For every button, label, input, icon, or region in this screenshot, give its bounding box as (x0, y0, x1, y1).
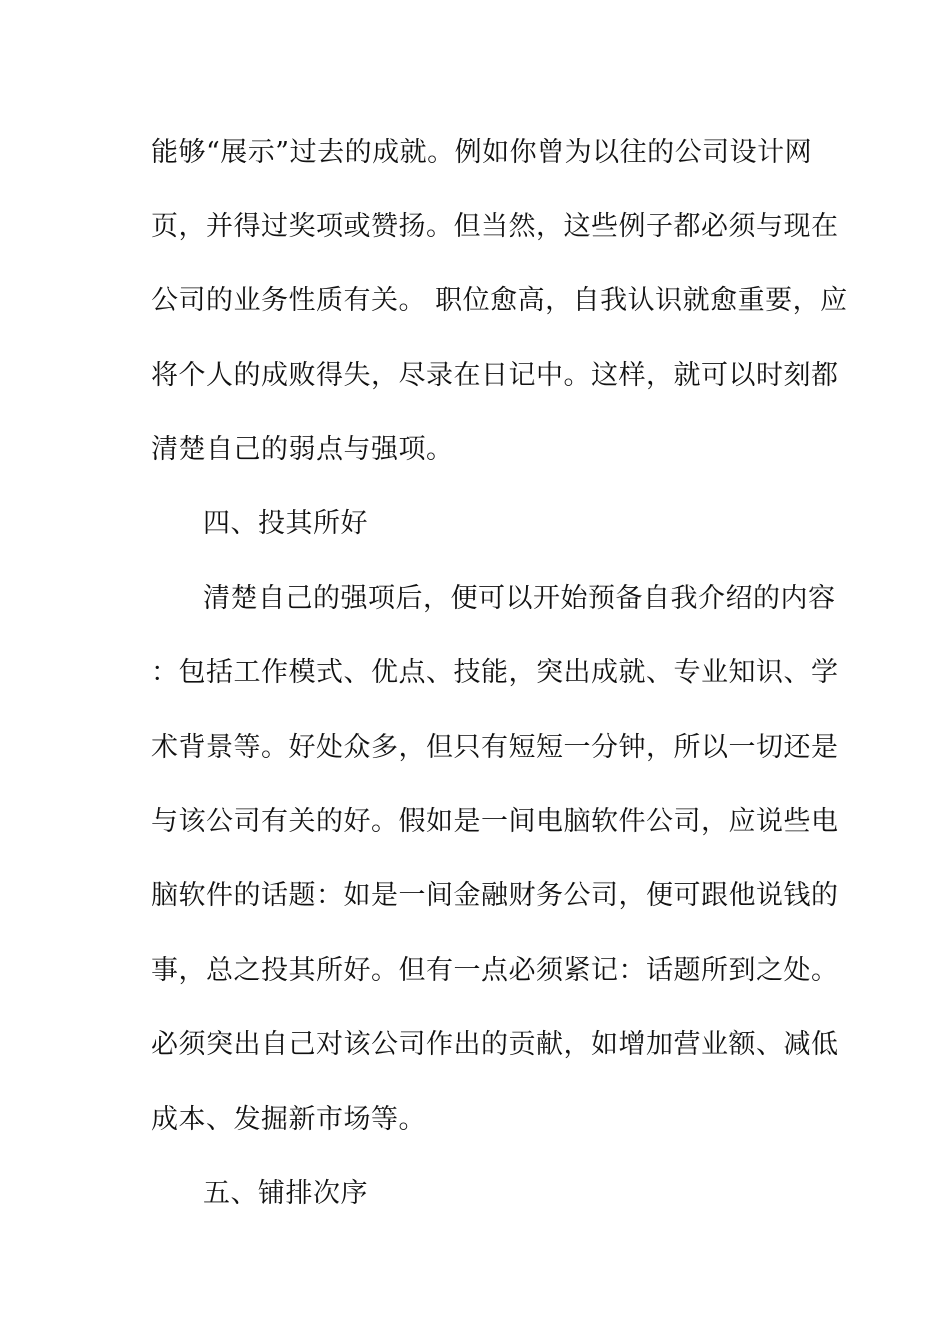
paragraph-line-10: 脑软件的话题：如是一间金融财务公司，便可跟他说钱的 (151, 880, 839, 911)
paragraph-line-3: 公司的业务性质有关。 职位愈高，自我认识就愈重要，应 (151, 285, 848, 316)
paragraph-line-7: ：包括工作模式、优点、技能，突出成就、专业知识、学 (151, 657, 839, 688)
paragraph-line-11: 事，总之投其所好。但有一点必须紧记：话题所到之处。 (151, 955, 839, 986)
paragraph-line-8: 术背景等。好处众多，但只有短短一分钟，所以一切还是 (151, 732, 839, 763)
paragraph-line-9: 与该公司有关的好。假如是一间电脑软件公司，应说些电 (151, 806, 839, 837)
paragraph-line-4: 将个人的成败得失，尽录在日记中。这样，就可以时刻都 (151, 360, 839, 391)
paragraph-line-12: 必须突出自己对该公司作出的贡献，如增加营业额、减低 (151, 1029, 839, 1060)
paragraph-line-5: 清楚自己的弱点与强项。 (151, 434, 454, 465)
paragraph-line-6: 清楚自己的强项后，便可以开始预备自我介绍的内容 (203, 583, 836, 614)
paragraph-line-1: 能够“展示”过去的成就。例如你曾为以往的公司设计网 (151, 137, 813, 168)
paragraph-line-13: 成本、发掘新市场等。 (151, 1104, 426, 1135)
section-heading-4: 四、投其所好 (203, 508, 368, 539)
section-heading-5: 五、铺排次序 (203, 1178, 368, 1209)
paragraph-line-2: 页，并得过奖项或赞扬。但当然，这些例子都必须与现在 (151, 211, 839, 242)
